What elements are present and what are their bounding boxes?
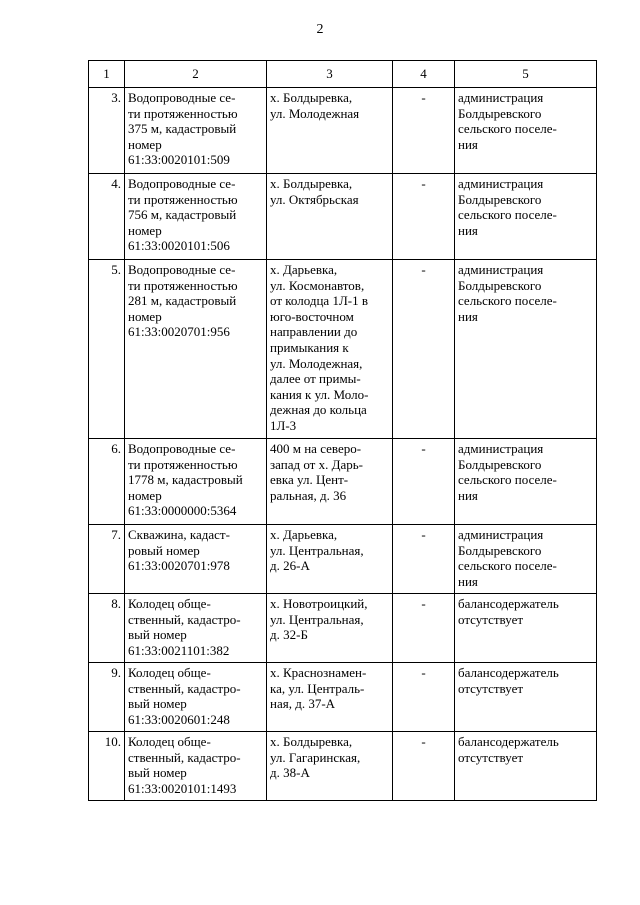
balance-holder: администрация Болдыревского сельского поселе- ния [455, 439, 597, 525]
object-address: х. Болдыревка, ул. Молодежная [267, 88, 393, 174]
object-description: Колодец обще- ственный, кадастро- вый номер 61:33:0020601:248 [125, 663, 267, 732]
table-row [89, 663, 597, 732]
column-4-value: - [393, 732, 455, 801]
column-header-2: 2 [125, 61, 267, 88]
table-row [89, 525, 597, 594]
row-number: 3. [89, 88, 125, 174]
object-address: х. Дарьевка, ул. Космонавтов, от колодца 1Л-1 в юго-восточном направлении до примыкания к ул. Молодежная, далее от примы- кания к ул. Моло- дежная до кольца 1Л-3 [267, 260, 393, 439]
row-number: 10. [89, 732, 125, 801]
object-address: 400 м на северо- запад от х. Дарь- евка ул. Цент- ральная, д. 36 [267, 439, 393, 525]
row-number: 4. [89, 174, 125, 260]
row-number: 6. [89, 439, 125, 525]
row-number: 7. [89, 525, 125, 594]
table-row [89, 260, 597, 439]
balance-holder: балансодержатель отсутствует [455, 732, 597, 801]
object-description: Водопроводные се- ти протяженностью 281 м, кадастровый номер 61:33:0020701:956 [125, 260, 267, 439]
object-address: х. Дарьевка, ул. Центральная, д. 26-А [267, 525, 393, 594]
column-header-4: 4 [393, 61, 455, 88]
balance-holder: балансодержатель отсутствует [455, 663, 597, 732]
page-number: 2 [316, 22, 324, 37]
balance-holder: администрация Болдыревского сельского поселе- ния [455, 260, 597, 439]
object-description: Водопроводные се- ти протяженностью 756 м, кадастровый номер 61:33:0020101:506 [125, 174, 267, 260]
object-address: х. Болдыревка, ул. Октябрьская [267, 174, 393, 260]
table-row [89, 174, 597, 260]
column-4-value: - [393, 174, 455, 260]
column-header-3: 3 [267, 61, 393, 88]
balance-holder: администрация Болдыревского сельского поселе- ния [455, 525, 597, 594]
column-4-value: - [393, 525, 455, 594]
column-4-value: - [393, 439, 455, 525]
row-number: 9. [89, 663, 125, 732]
object-description: Водопроводные се- ти протяженностью 375 м, кадастровый номер 61:33:0020101:509 [125, 88, 267, 174]
row-number: 5. [89, 260, 125, 439]
column-4-value: - [393, 88, 455, 174]
table-row [89, 439, 597, 525]
registry-table [88, 60, 597, 801]
object-address: х. Краснознамен- ка, ул. Централь- ная, д. 37-А [267, 663, 393, 732]
object-description: Скважина, кадаст- ровый номер 61:33:0020701:978 [125, 525, 267, 594]
table-row [89, 594, 597, 663]
column-header-1: 1 [89, 61, 125, 88]
object-description: Водопроводные се- ти протяженностью 1778 м, кадастровый номер 61:33:0000000:5364 [125, 439, 267, 525]
table-header-row [89, 61, 597, 88]
column-4-value: - [393, 663, 455, 732]
column-header-5: 5 [455, 61, 597, 88]
column-4-value: - [393, 594, 455, 663]
object-address: х. Болдыревка, ул. Гагаринская, д. 38-А [267, 732, 393, 801]
table-row [89, 732, 597, 801]
table-row [89, 88, 597, 174]
balance-holder: балансодержатель отсутствует [455, 594, 597, 663]
object-description: Колодец обще- ственный, кадастро- вый номер 61:33:0020101:1493 [125, 732, 267, 801]
column-4-value: - [393, 260, 455, 439]
balance-holder: администрация Болдыревского сельского поселе- ния [455, 174, 597, 260]
object-address: х. Новотроицкий, ул. Центральная, д. 32-Б [267, 594, 393, 663]
balance-holder: администрация Болдыревского сельского поселе- ния [455, 88, 597, 174]
object-description: Колодец обще- ственный, кадастро- вый номер 61:33:0021101:382 [125, 594, 267, 663]
row-number: 8. [89, 594, 125, 663]
